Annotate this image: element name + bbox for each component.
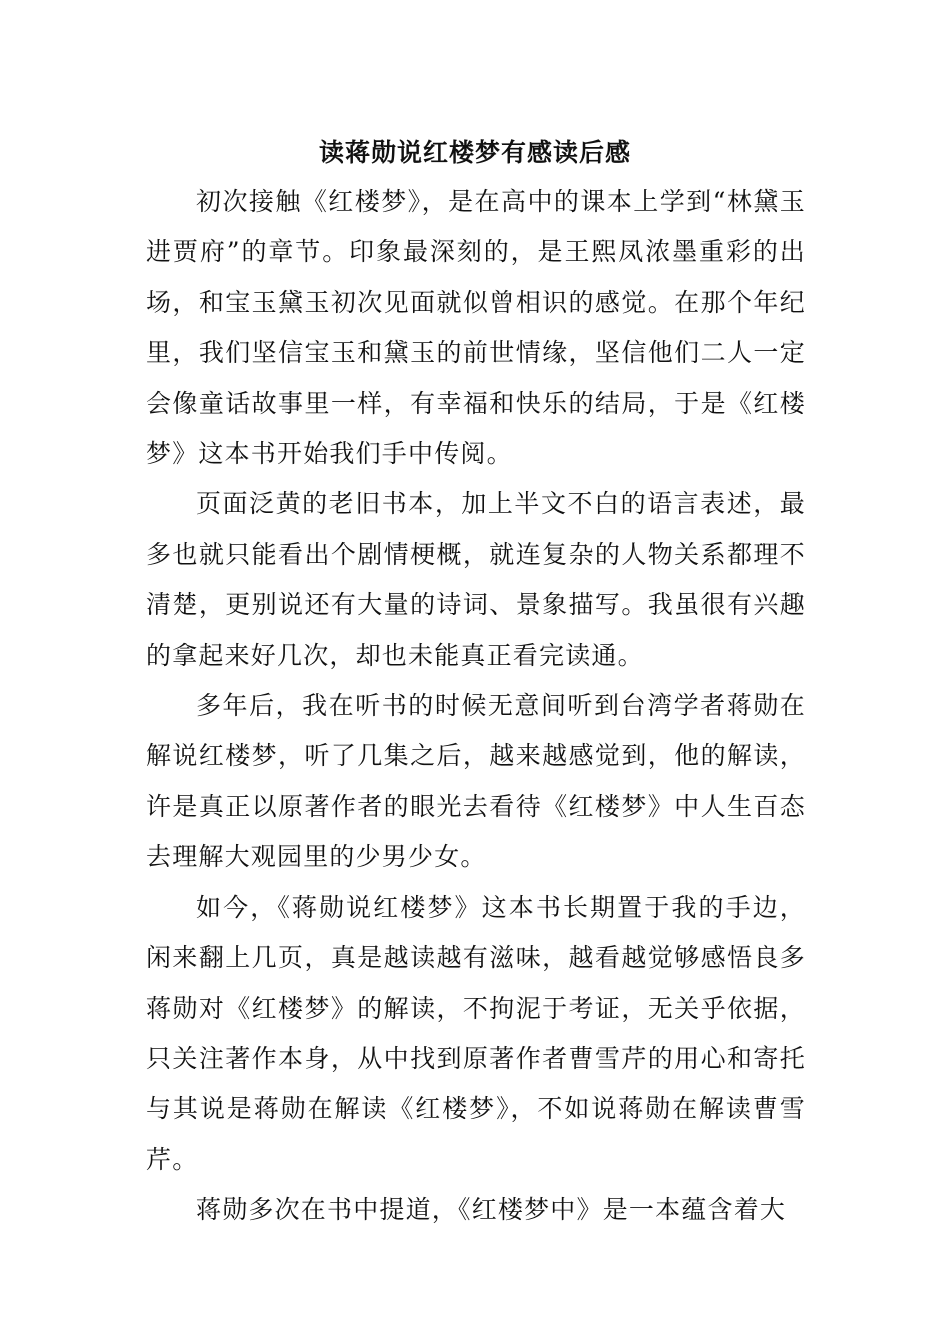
paragraph-4: 如今，《蒋勋说红楼梦》这本书长期置于我的手边，闲来翻上几页，真是越读越有滋味，越看越觉够感悟良多蒋勋对《红楼梦》的解读，不拘泥于考证，无关乎依据，只关注著作本身，从中找到原著作者曹雪芹的用心和寄托与其说是蒋勋在解读《红楼梦》，不如说蒋勋在解读曹雪芹。 bbox=[146, 892, 806, 1174]
document-body bbox=[146, 177, 806, 1236]
document-title: 读蒋勋说红楼梦有感读后感 bbox=[318, 138, 631, 167]
paragraph-2: 页面泛黄的老旧书本，加上半文不白的语言表述，最多也就只能看出个剧情梗概，就连复杂的人物关系都理不清楚，更别说还有大量的诗词、景象描写。我虽很有兴趣的拿起来好几次，却也未能真正看完读通。 bbox=[146, 489, 806, 670]
paragraph-5: 蒋勋多次在书中提道，《红楼梦中》是一本蕴含着大 bbox=[196, 1195, 787, 1225]
paragraph-1: 初次接触《红楼梦》，是在高中的课本上学到“林黛玉进贾府”的章节。印象最深刻的，是王熙凤浓墨重彩的出场，和宝玉黛玉初次见面就似曾相识的感觉。在那个年纪里，我们坚信宝玉和黛玉的前世情缘，坚信他们二人一定会像童话故事里一样，有幸福和快乐的结局，于是《红楼梦》这本书开始我们手中传阅。 bbox=[146, 187, 806, 469]
paragraph-3: 多年后，我在听书的时候无意间听到台湾学者蒋勋在解说红楼梦，听了几集之后，越来越感觉到，他的解读，许是真正以原著作者的眼光去看待《红楼梦》中人生百态去理解大观园里的少男少女。 bbox=[146, 691, 806, 872]
